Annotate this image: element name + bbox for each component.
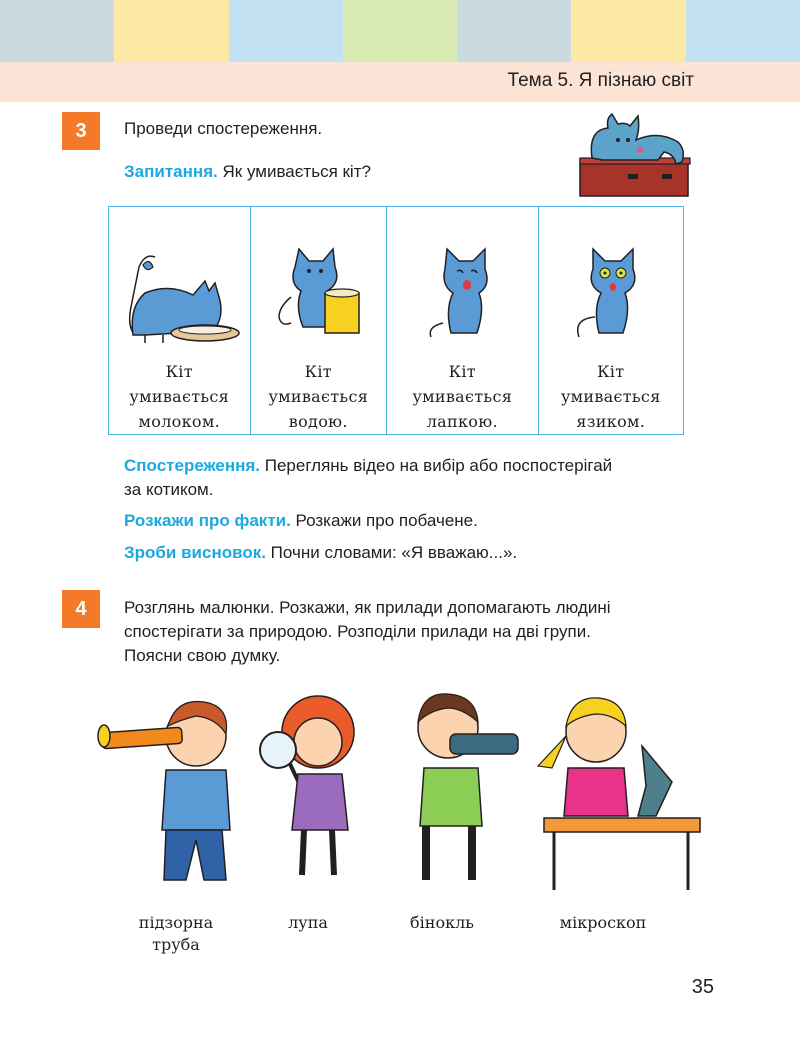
strip-segment (343, 0, 457, 62)
task4-line-1: Розглянь малюнки. Розкажи, як прилади допомагають людині (124, 598, 611, 617)
question-label: Запитання. (124, 162, 218, 181)
caption-line: Кіт (597, 362, 625, 381)
cat-licking-paw-icon (387, 247, 539, 347)
label-line: труба (152, 935, 200, 954)
label-line: підзорна (138, 913, 214, 932)
strip-segment (571, 0, 685, 62)
facts-text: Розкажи про побачене. (290, 511, 478, 530)
task4-line-2: спостерігати за природою. Розподіли прилади на дві групи. (124, 622, 591, 641)
instrument-label-microscope: мікроскоп (559, 913, 647, 932)
instrument-label-telescope (128, 912, 224, 956)
instrument-label-magnifier: лупа (288, 913, 328, 932)
caption-line: Кіт (304, 362, 332, 381)
facts-paragraph (124, 509, 478, 532)
instrument-label-binoculars: бінокль (410, 913, 474, 932)
strip-segment (686, 0, 800, 62)
cat-card-paw (387, 207, 538, 434)
cat-card-tongue (539, 207, 684, 434)
question-text: Як умивається кіт? (217, 162, 371, 181)
cat-licking-tongue-icon (539, 247, 684, 347)
caption-line: умивається (412, 387, 513, 406)
cat-card-milk (109, 207, 251, 434)
strip-segment (457, 0, 571, 62)
caption-line: умивається (560, 387, 661, 406)
caption-line: умивається (268, 387, 369, 406)
cat-caption-water (251, 359, 387, 434)
strip-segment (229, 0, 343, 62)
theme-band (0, 62, 800, 102)
task-number-4: 4 (62, 590, 100, 628)
cat-drinking-milk-icon (109, 247, 251, 347)
caption-line: лапкою. (426, 412, 498, 431)
conclusion-text: Почни словами: «Я вважаю...». (265, 543, 518, 562)
task-number-3: 3 (62, 112, 100, 150)
task3-instruction: Проведи спостереження. (124, 119, 323, 138)
strip-segment (114, 0, 228, 62)
cat-caption-milk (109, 359, 250, 434)
caption-line: молоком. (138, 412, 220, 431)
cat-caption-paw (387, 359, 537, 434)
cat-card-water (251, 207, 388, 434)
conclusion-label: Зроби висновок. (124, 543, 266, 562)
caption-line: умивається (129, 387, 230, 406)
theme-title: Тема 5. Я пізнаю світ (507, 70, 694, 91)
facts-label: Розкажи про факти. (124, 511, 291, 530)
conclusion-paragraph (124, 541, 517, 564)
cat-caption-tongue (539, 359, 684, 434)
caption-line: язиком. (576, 412, 646, 431)
task3-question (124, 160, 371, 183)
boy-with-binoculars-illustration (392, 686, 532, 890)
page-number: 35 (691, 976, 714, 998)
girl-with-magnifier-illustration (252, 690, 382, 890)
observation-label: Спостереження. (124, 456, 261, 475)
girl-with-microscope-illustration (532, 686, 702, 892)
strip-segment (0, 0, 114, 62)
caption-line: Кіт (165, 362, 193, 381)
cat-washing-with-water-icon (251, 247, 388, 347)
header-color-strip (0, 0, 800, 62)
caption-line: водою. (288, 412, 348, 431)
observation-text: Переглянь відео на вибір або поспостерігай (260, 456, 613, 475)
caption-line: Кіт (448, 362, 476, 381)
boy-with-telescope-illustration (92, 690, 252, 890)
observation-paragraph (124, 454, 692, 477)
cat-washing-table (108, 206, 684, 435)
sleeping-cat-illustration (578, 110, 694, 198)
task4-line-3: Поясни свою думку. (124, 646, 281, 665)
observation-paragraph-cont: за котиком. (124, 480, 214, 499)
